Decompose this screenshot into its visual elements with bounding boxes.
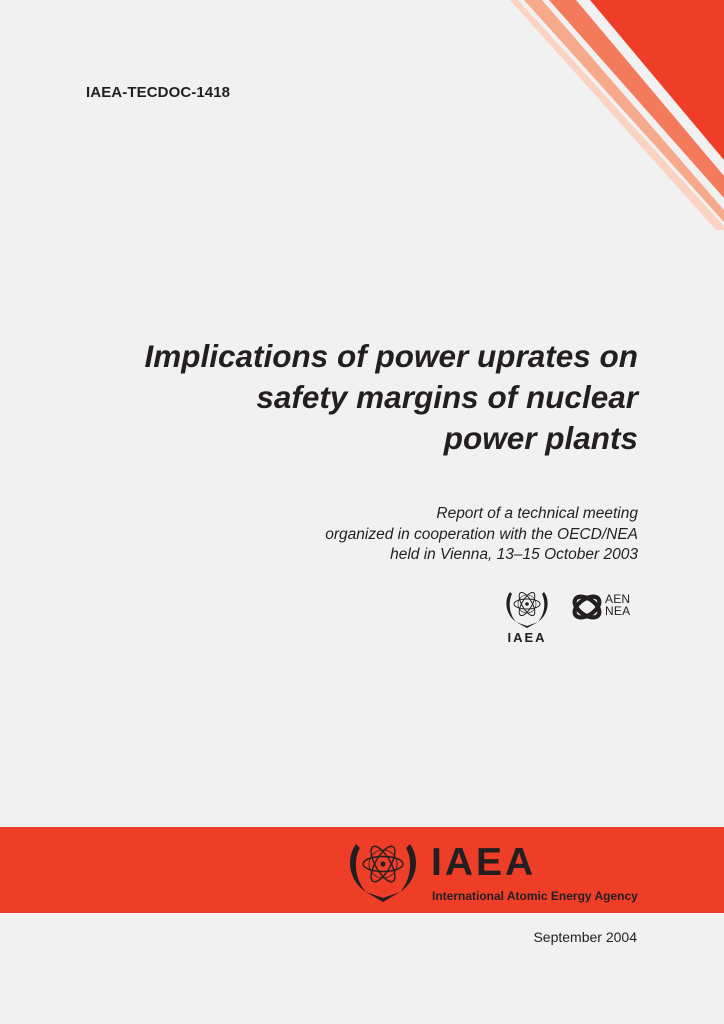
nea-line-2: NEA <box>605 604 631 618</box>
band-agency-name: International Atomic Energy Agency <box>432 889 638 903</box>
document-subtitle <box>218 504 638 566</box>
document-code: IAEA-TECDOC-1418 <box>86 84 231 101</box>
subtitle-line-2: organized in cooperation with the OECD/NEA <box>325 525 638 543</box>
corner-stripes-decoration <box>494 0 724 230</box>
publication-date: September 2004 <box>533 929 637 945</box>
nea-emblem-icon <box>569 590 605 624</box>
nea-logo <box>569 590 641 626</box>
iaea-footer-band <box>0 827 724 913</box>
iaea-small-label: IAEA <box>507 630 547 645</box>
title-line-3: power plants <box>443 420 638 456</box>
band-iaea-wordmark: IAEA <box>431 841 537 884</box>
title-line-2: safety margins of nuclear <box>256 379 638 415</box>
nea-logo-text <box>605 593 630 617</box>
iaea-emblem-large-icon <box>344 836 422 904</box>
iaea-emblem-icon <box>502 586 552 630</box>
nea-line-1: AEN <box>605 592 631 606</box>
iaea-logo-small <box>498 586 556 652</box>
subtitle-line-3: held in Vienna, 13–15 October 2003 <box>390 546 638 563</box>
document-title <box>58 336 638 459</box>
title-line-1: Implications of power uprates on <box>144 338 638 374</box>
subtitle-line-1: Report of a technical meeting <box>436 505 638 522</box>
